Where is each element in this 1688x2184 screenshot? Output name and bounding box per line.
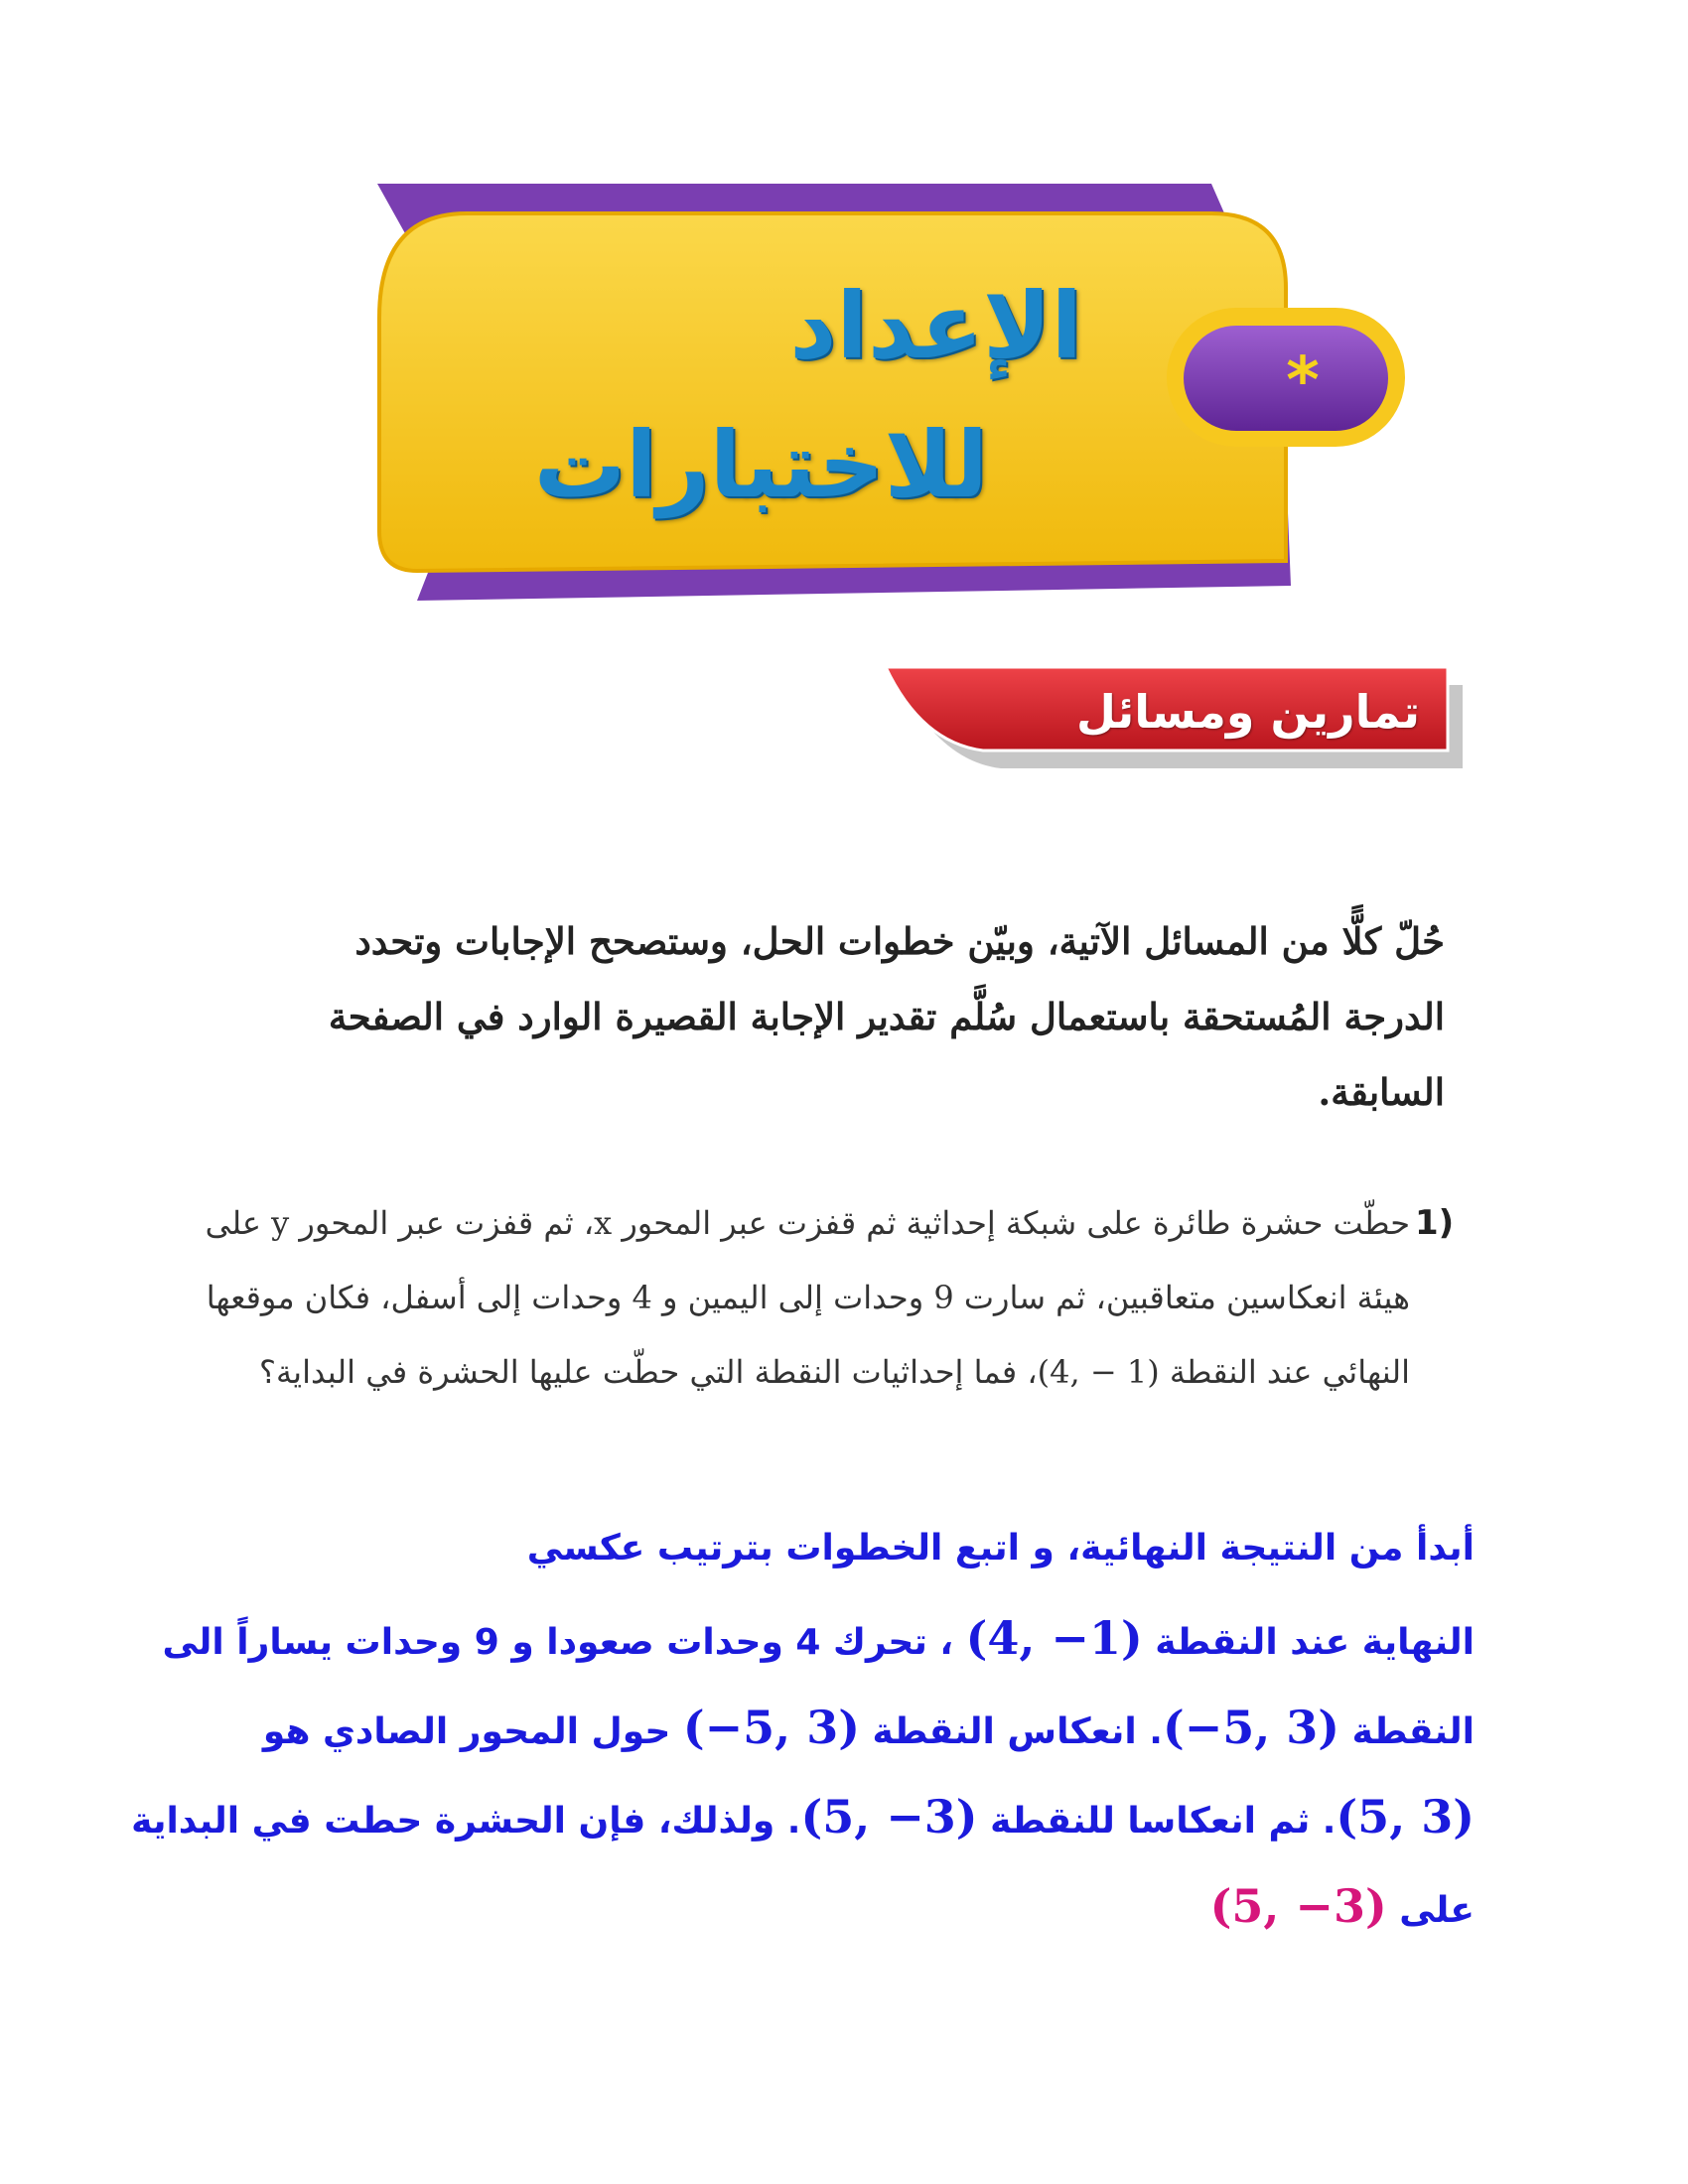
solution-line-4 bbox=[131, 1772, 1475, 1861]
solution-line-2 bbox=[162, 1593, 1475, 1683]
page-title-line-2: للاختبارات bbox=[533, 412, 988, 518]
answer-point: (5, −3) bbox=[1209, 1879, 1387, 1933]
point-before-move: (−5, 3) bbox=[1162, 1701, 1340, 1754]
problem-number: 1) bbox=[1415, 1203, 1455, 1243]
solution bbox=[131, 1504, 1475, 1951]
solution-text: النقطة bbox=[1351, 1711, 1475, 1752]
solution-text: . انعكاس النقطة bbox=[872, 1711, 1163, 1752]
solution-line-1 bbox=[258, 1504, 1475, 1593]
solution-text: ، تحرك 4 وحدات صعودا و 9 وحدات يساراً الى bbox=[162, 1622, 954, 1663]
section-title: تمارين ومسائل bbox=[1075, 685, 1420, 739]
instructions-text: حُلّ كلًّا من المسائل الآتية، وبيّن خطوات الحل، وستصحح الإجابات وتحدد الدرجة المُستحقة باستعمال سُلَّم تقدير الإجابة القصيرة الوارد في الصفحة السابقة. bbox=[328, 919, 1445, 1114]
solution-text: على bbox=[1399, 1890, 1475, 1931]
page-title-line-1: الإعداد bbox=[789, 273, 1082, 379]
point-final: (4, −1) bbox=[965, 1611, 1143, 1665]
solution-text: أبدأ من النتيجة النهائية، و اتبع الخطوات بترتيب عكسي bbox=[526, 1528, 1475, 1569]
point-after-y-reflection: (5, 3) bbox=[1336, 1790, 1475, 1843]
solution-line-5 bbox=[258, 1861, 1475, 1951]
solution-line-3 bbox=[258, 1683, 1475, 1772]
solution-text: حول المحور الصادي هو bbox=[262, 1711, 671, 1752]
problem-text: حطّت حشرة طائرة على شبكة إحداثية ثم قفزت عبر المحور x، ثم قفزت عبر المحور y على هيئة انعكاسين متعاقبين، ثم سارت 9 وحدات إلى اليمين و 4 وحدات إلى أسفل، فكان موقعها النهائي عند النقطة (1 − ,4)، فما إحداثيات النقطة التي حطّت عليها الحشرة في البداية؟ bbox=[205, 1204, 1410, 1391]
solution-text: . ثم انعكاسا للنقطة bbox=[990, 1801, 1336, 1842]
solution-text: . ولذلك، فإن الحشرة حطت في البداية bbox=[131, 1801, 801, 1842]
star-badge: * bbox=[1286, 344, 1320, 418]
point-after-x-reflection: (5, −3) bbox=[800, 1790, 978, 1843]
point-reflected: (−5, 3) bbox=[682, 1701, 860, 1754]
solution-text: النهاية عند النقطة bbox=[1155, 1622, 1475, 1663]
